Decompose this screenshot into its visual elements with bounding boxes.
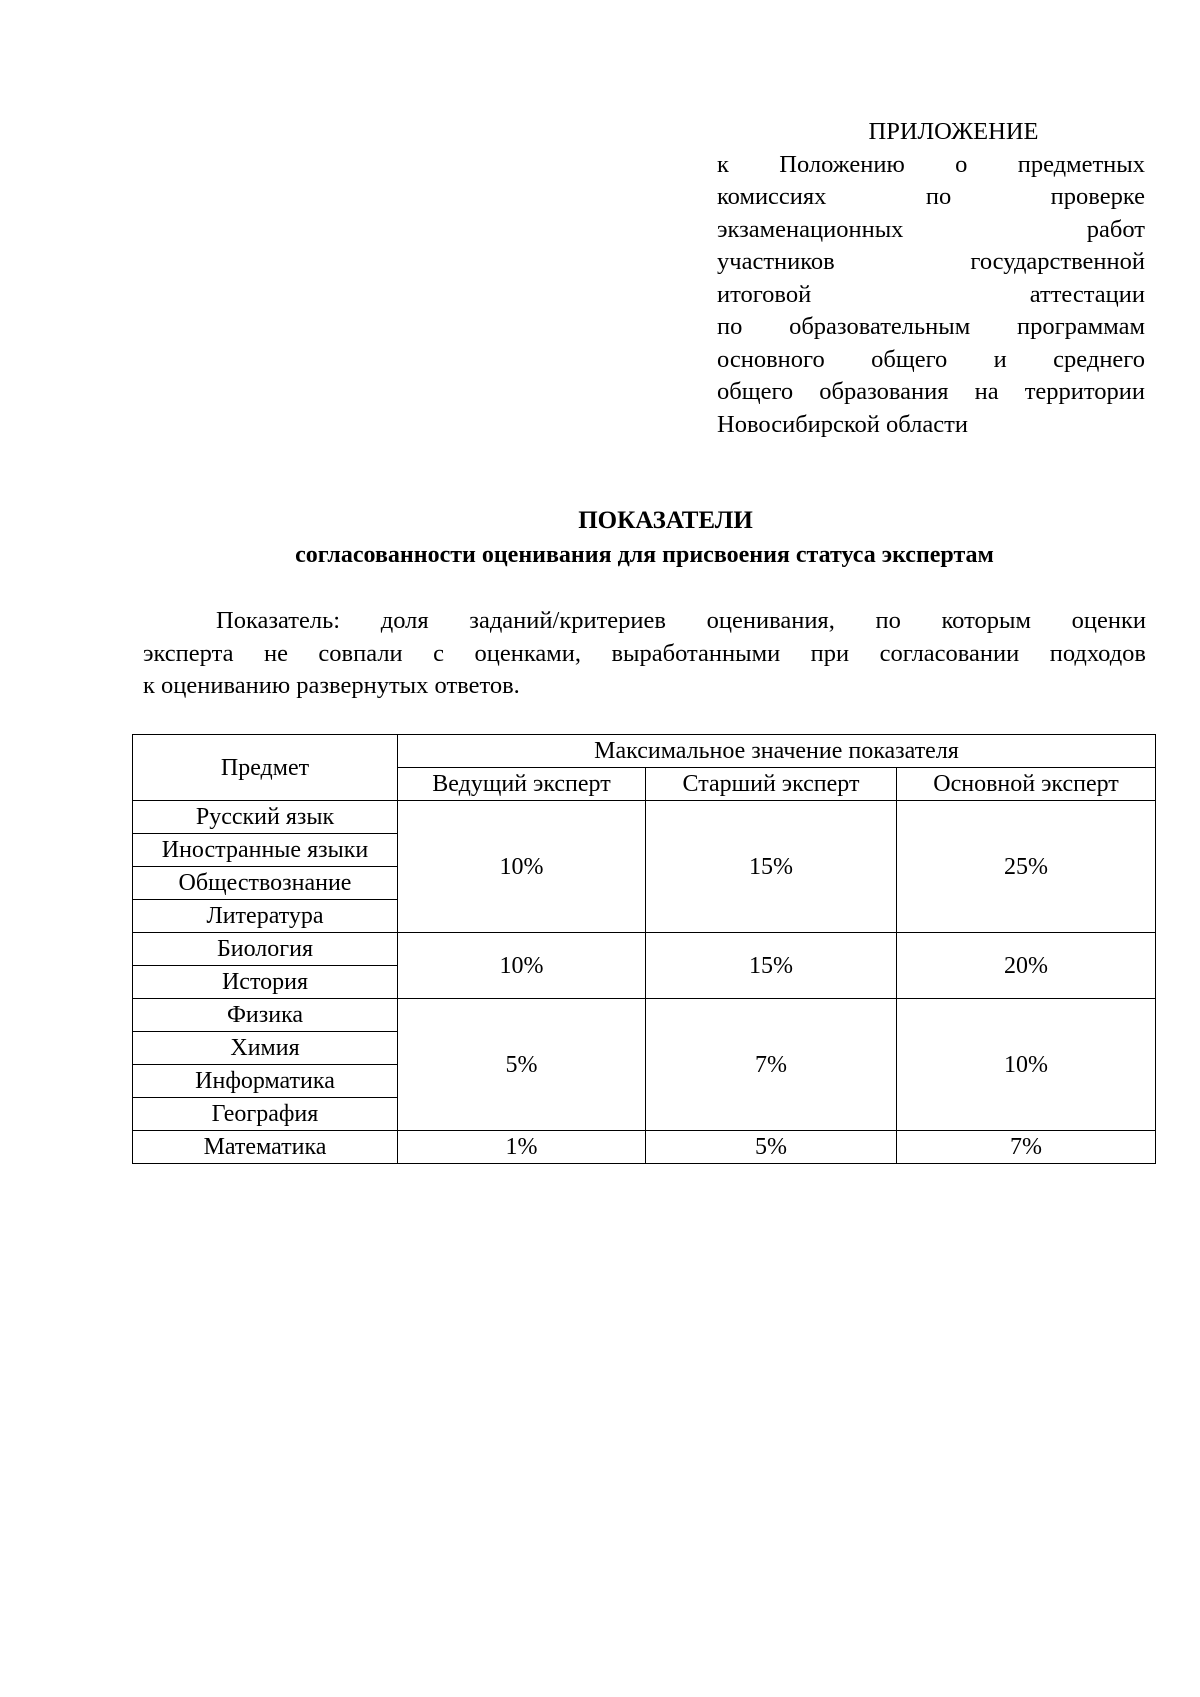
appendix-line: комиссиях по проверке	[717, 183, 1145, 210]
value-cell: 10%	[398, 801, 646, 933]
title-subtitle: согласованности оценивания для присвоения статуса экспертам	[295, 542, 994, 568]
subject-cell: Обществознание	[133, 867, 398, 900]
appendix-line: к Положению о предметных	[717, 150, 1145, 178]
table-row	[133, 999, 1156, 1032]
max-value-header: Максимальное значение показателя	[398, 735, 1156, 768]
appendix-heading: ПРИЛОЖЕНИЕ	[868, 118, 1039, 145]
appendix-line: итоговой аттестации	[717, 280, 1145, 308]
appendix-line: экзаменационных работ	[717, 215, 1145, 243]
document-title	[143, 504, 1146, 572]
appendix-line: участников государственной	[717, 248, 1145, 275]
value-cell: 25%	[897, 801, 1156, 933]
appendix-line: Новосибирской области	[717, 410, 968, 438]
subject-cell: Математика	[133, 1131, 398, 1164]
value-cell: 10%	[398, 933, 646, 999]
subject-cell: Русский язык	[133, 801, 398, 834]
subject-cell: Иностранные языки	[133, 834, 398, 867]
paragraph-line: к оцениванию развернутых ответов.	[143, 672, 520, 699]
appendix-line: по образовательным программам	[717, 313, 1145, 340]
description-paragraph	[143, 605, 1146, 703]
subject-cell: Химия	[133, 1032, 398, 1065]
paragraph-line: Показатель: доля заданий/критериев оценивания, по которым оценки	[216, 607, 1146, 634]
column-header: Ведущий эксперт	[398, 768, 646, 801]
value-cell: 20%	[897, 933, 1156, 999]
subject-cell: История	[133, 966, 398, 999]
paragraph-line: эксперта не совпали с оценками, выработанными при согласовании подходов	[143, 639, 1146, 667]
title-main: ПОКАЗАТЕЛИ	[578, 507, 753, 534]
table-header-row	[133, 735, 1156, 768]
value-cell: 5%	[398, 999, 646, 1131]
value-cell: 15%	[646, 801, 897, 933]
subject-cell: Литература	[133, 900, 398, 933]
value-cell: 1%	[398, 1131, 646, 1164]
subject-cell: Физика	[133, 999, 398, 1032]
subject-cell: Биология	[133, 933, 398, 966]
appendix-line: общего образования на территории	[717, 378, 1145, 405]
table-row	[133, 801, 1156, 834]
value-cell: 10%	[897, 999, 1156, 1131]
subject-cell: География	[133, 1098, 398, 1131]
indicators-table	[132, 734, 1156, 1164]
value-cell: 7%	[646, 999, 897, 1131]
table-row	[133, 933, 1156, 966]
appendix-block	[717, 116, 1145, 441]
table-row	[133, 1131, 1156, 1164]
subject-cell: Информатика	[133, 1065, 398, 1098]
column-header: Старший эксперт	[646, 768, 897, 801]
subject-header: Предмет	[133, 735, 398, 801]
value-cell: 5%	[646, 1131, 897, 1164]
value-cell: 15%	[646, 933, 897, 999]
appendix-line: основного общего и среднего	[717, 345, 1145, 373]
value-cell: 7%	[897, 1131, 1156, 1164]
column-header: Основной эксперт	[897, 768, 1156, 801]
